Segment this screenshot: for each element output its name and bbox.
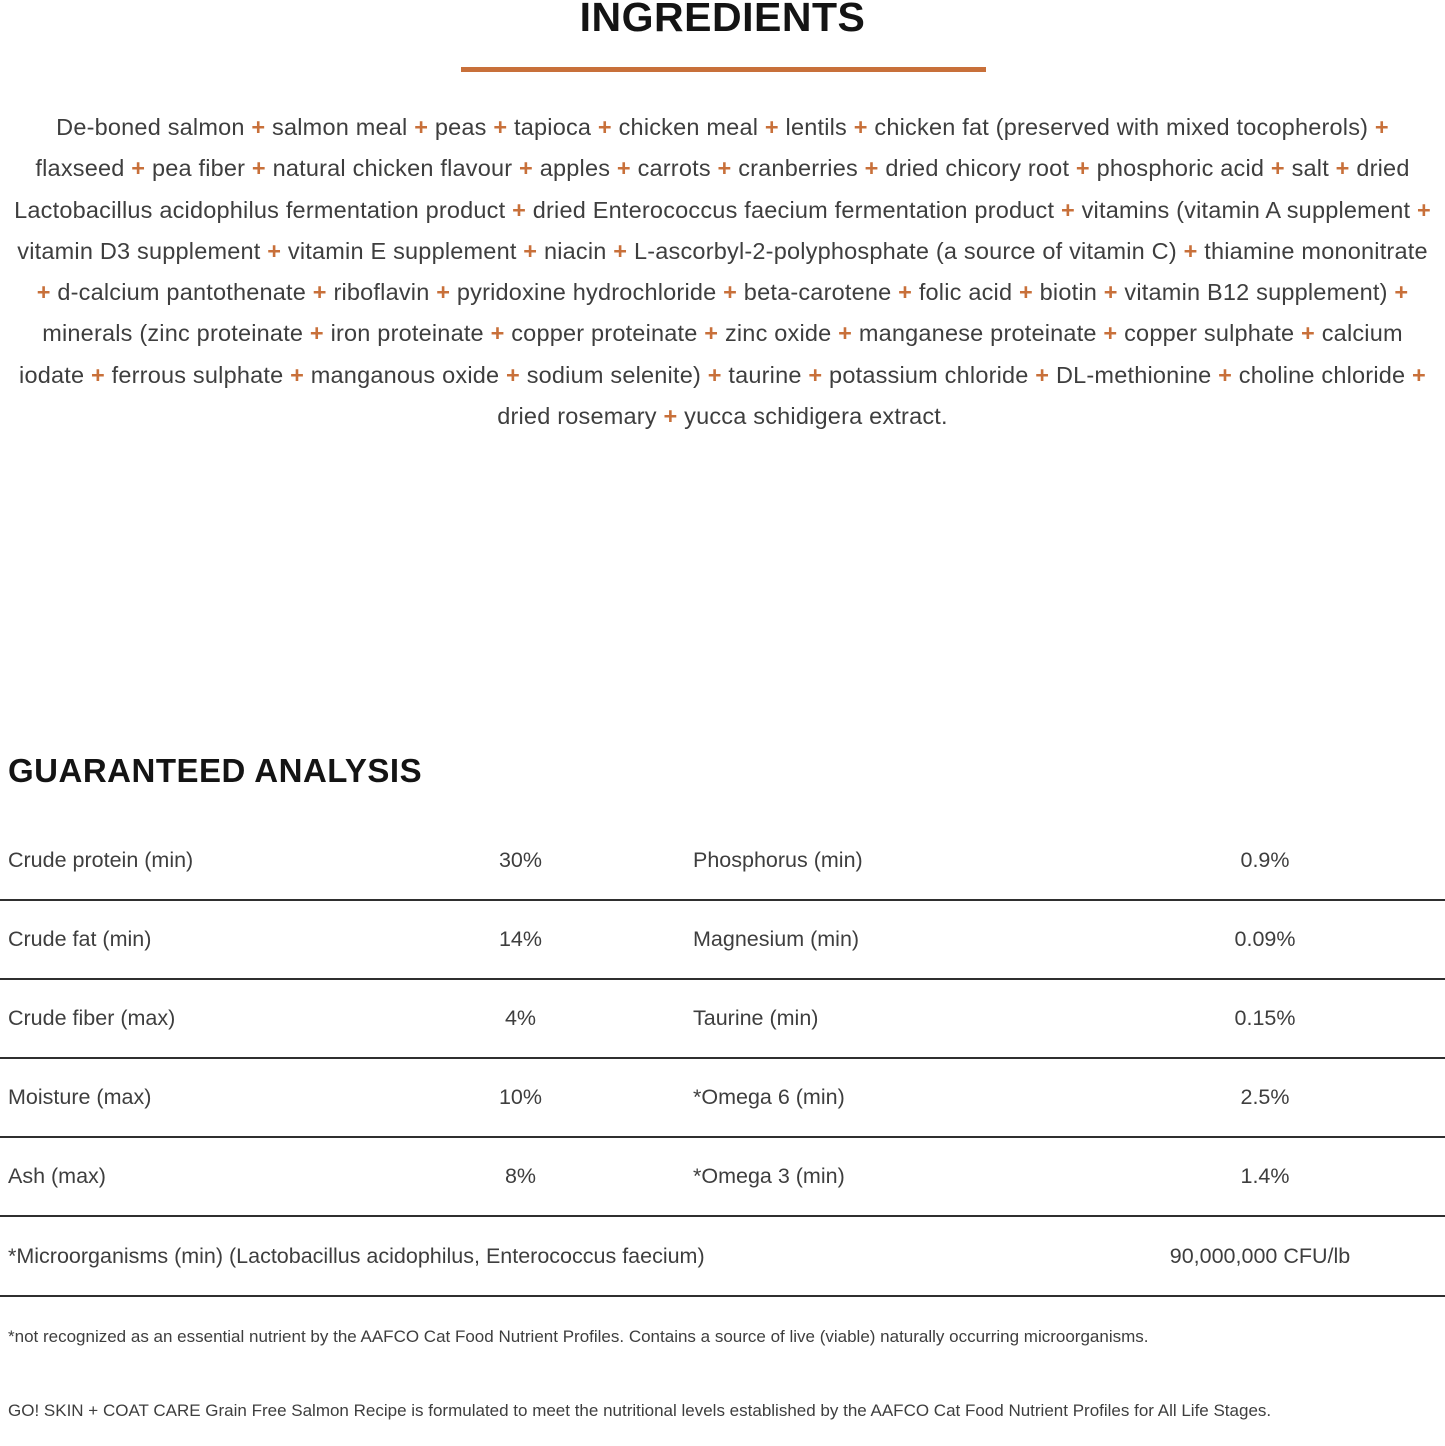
plus-separator: + bbox=[124, 155, 152, 182]
plus-separator: + bbox=[499, 361, 527, 388]
plus-separator: + bbox=[1264, 155, 1292, 182]
plus-separator: + bbox=[244, 114, 273, 140]
plus-separator: + bbox=[260, 237, 288, 264]
plus-separator: + bbox=[512, 155, 540, 182]
nutrient-label: Magnesium (min) bbox=[693, 927, 860, 951]
accent-divider bbox=[461, 67, 986, 72]
nutrient-value: 8% bbox=[504, 1164, 537, 1188]
table-row bbox=[0, 901, 1445, 980]
plus-separator: + bbox=[656, 403, 685, 430]
guaranteed-analysis-table bbox=[0, 822, 1445, 1297]
nutrient-label: Moisture (max) bbox=[8, 1085, 152, 1109]
nutrient-label: Crude protein (min) bbox=[8, 848, 194, 872]
nutrient-value: 90,000,000 CFU/lb bbox=[1169, 1243, 1351, 1268]
plus-separator: + bbox=[891, 279, 919, 306]
plus-separator: + bbox=[697, 320, 725, 347]
plus-separator: + bbox=[610, 155, 638, 182]
nutrient-value: 30% bbox=[498, 848, 543, 872]
nutrient-label: Taurine (min) bbox=[693, 1006, 819, 1030]
plus-separator: + bbox=[606, 237, 634, 264]
plus-separator: + bbox=[1387, 279, 1409, 306]
plus-separator: + bbox=[36, 279, 58, 306]
plus-separator: + bbox=[1368, 114, 1389, 140]
plus-separator: + bbox=[1176, 237, 1205, 264]
plus-separator: + bbox=[701, 361, 729, 388]
nutrient-label: Ash (max) bbox=[8, 1164, 106, 1188]
formulation-statement: GO! SKIN + COAT CARE Grain Free Salmon Recipe is formulated to meet the nutritional levels established by the AAFCO Cat Food Nutrient Profiles for All Life Stages. bbox=[8, 1401, 1272, 1420]
guaranteed-analysis-heading: GUARANTEED ANALYSIS bbox=[8, 752, 423, 789]
nutrient-label: *Omega 6 (min) bbox=[693, 1085, 845, 1109]
plus-separator: + bbox=[505, 196, 533, 223]
plus-separator: + bbox=[407, 114, 435, 140]
aafco-footnote: *not recognized as an essential nutrient by the AAFCO Cat Food Nutrient Profiles. Contains a source of live (viable) naturally occurring microorganisms. bbox=[8, 1327, 1149, 1346]
table-row-microorganisms bbox=[0, 1217, 1445, 1297]
nutrient-value: 0.09% bbox=[1234, 927, 1296, 951]
nutrient-label: *Microorganisms (min) (Lactobacillus acidophilus, Enterococcus faecium) bbox=[8, 1243, 705, 1268]
table-row bbox=[0, 1138, 1445, 1217]
plus-separator: + bbox=[1054, 196, 1082, 223]
plus-separator: + bbox=[847, 114, 875, 140]
plus-separator: + bbox=[1405, 361, 1426, 388]
nutrient-label: Crude fat (min) bbox=[8, 927, 152, 951]
plus-separator: + bbox=[1097, 279, 1125, 306]
plus-separator: + bbox=[1294, 320, 1322, 347]
nutrient-value: 10% bbox=[498, 1085, 543, 1109]
nutrient-value: 0.9% bbox=[1240, 848, 1290, 872]
plus-separator: + bbox=[306, 279, 334, 306]
plus-separator: + bbox=[516, 237, 544, 264]
plus-separator: + bbox=[486, 114, 515, 140]
plus-separator: + bbox=[591, 114, 619, 140]
plus-separator: + bbox=[801, 361, 830, 388]
plus-separator: + bbox=[303, 320, 331, 347]
plus-separator: + bbox=[710, 155, 739, 182]
table-row bbox=[0, 822, 1445, 901]
plus-separator: + bbox=[1012, 279, 1040, 306]
nutrient-value: 4% bbox=[504, 1006, 537, 1030]
plus-separator: + bbox=[1069, 155, 1097, 182]
ingredients-title: INGREDIENTS bbox=[579, 0, 866, 40]
plus-separator: + bbox=[1096, 320, 1125, 347]
plus-separator: + bbox=[758, 114, 786, 140]
plus-separator: + bbox=[245, 155, 273, 182]
nutrient-value: 2.5% bbox=[1240, 1085, 1290, 1109]
plus-separator: + bbox=[831, 320, 859, 347]
plus-separator: + bbox=[483, 320, 512, 347]
plus-separator: + bbox=[1028, 361, 1056, 388]
nutrient-label: Crude fiber (max) bbox=[8, 1006, 176, 1030]
table-row bbox=[0, 1059, 1445, 1138]
nutrient-value: 14% bbox=[498, 927, 543, 951]
plus-separator: + bbox=[1410, 196, 1431, 223]
plus-separator: + bbox=[283, 361, 311, 388]
nutrient-label: Phosphorus (min) bbox=[693, 848, 863, 872]
plus-separator: + bbox=[84, 361, 112, 388]
plus-separator: + bbox=[1211, 361, 1239, 388]
plus-separator: + bbox=[716, 279, 744, 306]
plus-separator: + bbox=[1328, 155, 1357, 182]
nutrient-value: 1.4% bbox=[1240, 1164, 1290, 1188]
nutrient-label: *Omega 3 (min) bbox=[693, 1164, 845, 1188]
plus-separator: + bbox=[857, 155, 886, 182]
plus-separator: + bbox=[429, 279, 457, 306]
nutrient-value: 0.15% bbox=[1234, 1006, 1296, 1030]
ingredients-paragraph: De-boned salmon + salmon meal + peas + tapioca + chicken meal + lentils + chicken fat (preserved with mixed tocopherols) + flaxseed + pea fiber + natural chicken flavour + apples + carrots + cranberries + dried chicory root + phosphoric acid + salt + dried Lactobacillus acidophilus fermentation product + dried Enterococcus faecium fermentation product + vitamins (vitamin A supplement + vitamin D3 supplement + vitamin E supplement + niacin + L-ascorbyl-2-polyphosphate (a source of vitamin C) + thiamine mononitrate + d-calcium pantothenate + riboflavin + pyridoxine hydrochloride + beta-carotene + folic acid + biotin + vitamin B12 supplement) + minerals (zinc proteinate + iron proteinate + copper proteinate + zinc oxide + manganese proteinate + copper sulphate + calcium iodate + ferrous sulphate + manganous oxide + sodium selenite) + taurine + potassium chloride + DL-methionine + choline chloride + dried rosemary + yucca schidigera extract. bbox=[14, 114, 1431, 430]
table-row bbox=[0, 980, 1445, 1059]
